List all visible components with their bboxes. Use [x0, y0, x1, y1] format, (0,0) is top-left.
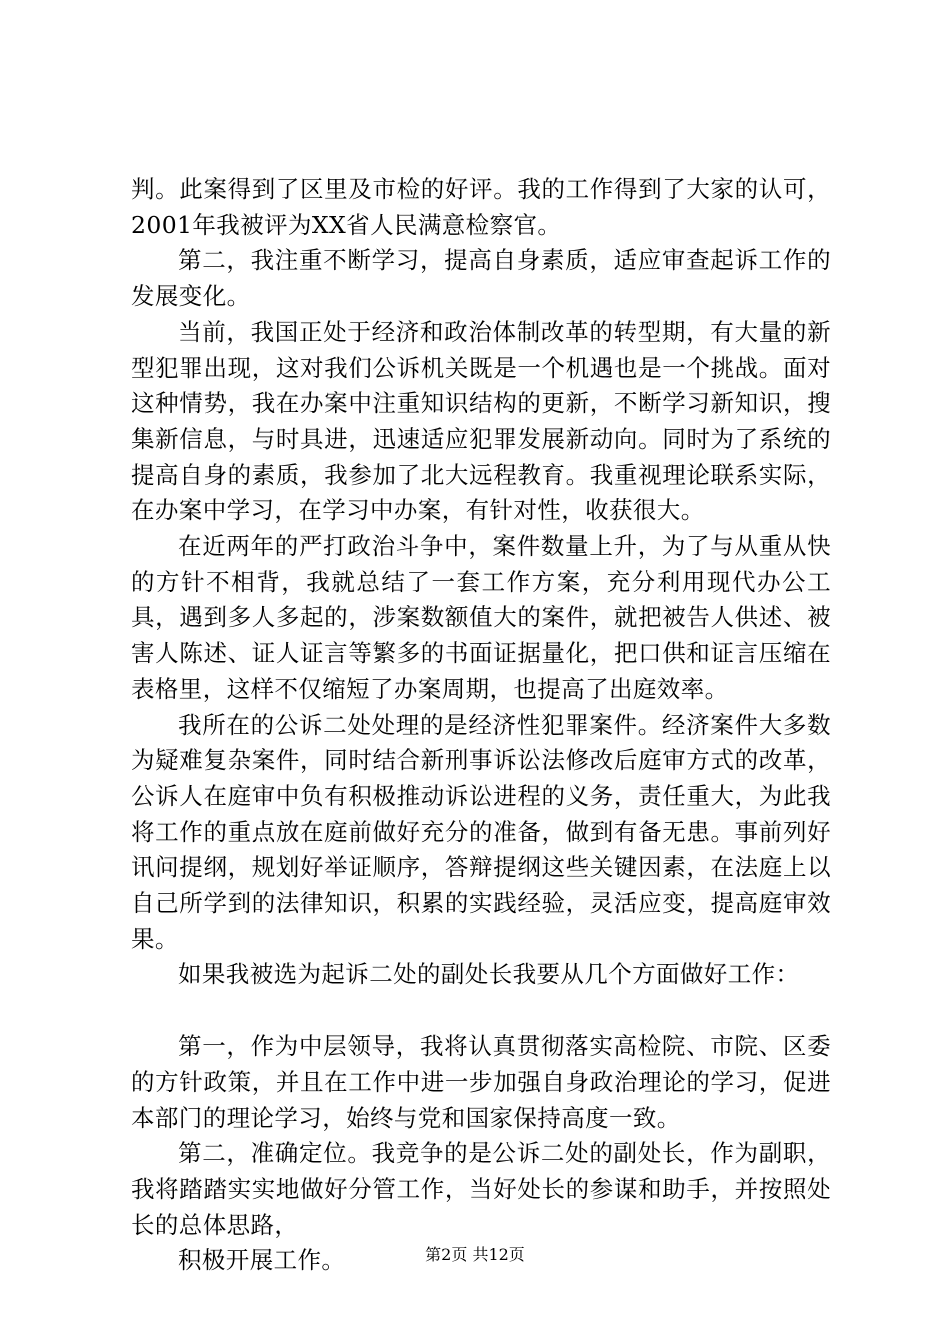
- paragraph-learning: 当前，我国正处于经济和政治体制改革的转型期，有大量的新型犯罪出现，这对我们公诉机关既是一个机遇也是一个挑战。面对这种情势，我在办案中注重知识结构的更新，不断学习新知识，搜集新信息，与时具进，迅速适应犯罪发展新动向。同时为了系统的提高自身的素质，我参加了北大远程教育。我重视理论联系实际，在办案中学习，在学习中办案，有针对性，收获很大。: [131, 317, 831, 525]
- paragraph-award: 判。此案得到了区里及市检的好评。我的工作得到了大家的认可，2001年我被评为XX省人民满意检察官。: [131, 175, 831, 239]
- paragraph-economic-cases: 我所在的公诉二处处理的是经济性犯罪案件。经济案件大多数为疑难复杂案件，同时结合新刑事诉讼法修改后庭审方式的改革，公诉人在庭审中负有积极推动诉讼进程的义务，责任重大，为此我将工作的重点放在庭前做好充分的准备，做到有备无患。事前列好讯问提纲，规划好举证顺序，答辩提纲这些关键因素，在法庭上以自己所学到的法律知识，积累的实践经验，灵活应变，提高庭审效果。: [131, 710, 831, 953]
- paragraph-strike-hard: 在近两年的严打政治斗争中，案件数量上升，为了与从重从快的方针不相背，我就总结了一套工作方案，充分利用现代办公工具，遇到多人多起的，涉案数额值大的案件，就把被告人供述、被害人陈述、证人证言等繁多的书面证据量化，把口供和证言压缩在表格里，这样不仅缩短了办案周期，也提高了出庭效率。: [131, 532, 831, 703]
- paragraph-first-plan: 第一，作为中层领导，我将认真贯彻落实高检院、市院、区委的方针政策，并且在工作中进一步加强自身政治理论的学习，促进本部门的理论学习，始终与党和国家保持高度一致。: [131, 1032, 831, 1132]
- paragraph-second-plan: 第二，准确定位。我竞争的是公诉二处的副处长，作为副职，我将踏踏实实地做好分管工作，当好处长的参谋和助手，并按照处长的总体思路，: [131, 1139, 831, 1239]
- page-number-footer: 第2页 共12页: [425, 1245, 525, 1264]
- document-body: [131, 172, 831, 1279]
- paragraph-second-point-heading: 第二，我注重不断学习，提高自身素质，适应审查起诉工作的发展变化。: [131, 246, 831, 311]
- paragraph-closing: 积极开展工作。: [178, 1246, 346, 1275]
- paragraph-if-selected: 如果我被选为起诉二处的副处长我要从几个方面做好工作：: [178, 960, 800, 989]
